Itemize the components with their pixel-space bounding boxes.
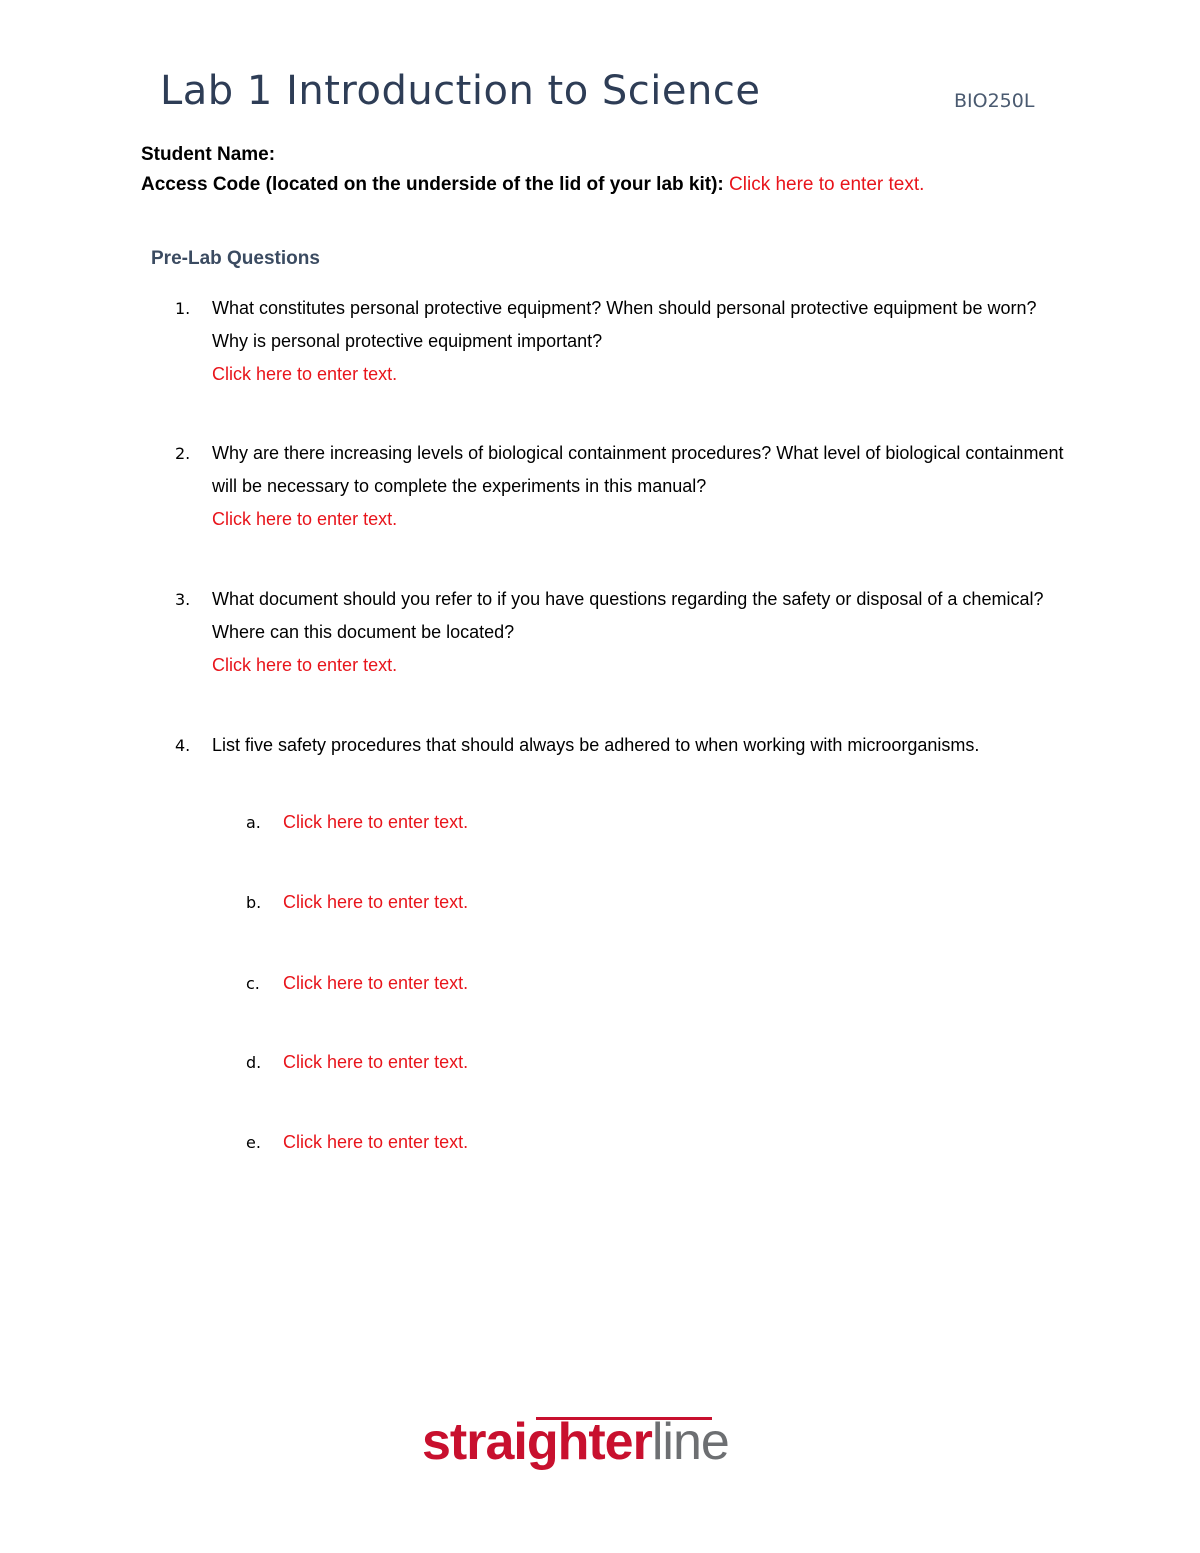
question-number: 1. bbox=[175, 299, 191, 318]
question-text: What document should you refer to if you have questions regarding the safety or disposal of a chemical? Where can this document be located? bbox=[212, 589, 1044, 642]
sub-answer-letter: c. bbox=[246, 974, 260, 993]
answer-field-2[interactable]: Click here to enter text. bbox=[212, 509, 398, 529]
answer-field-3[interactable]: Click here to enter text. bbox=[212, 655, 398, 675]
sub-answer-e bbox=[246, 1132, 468, 1153]
sub-answer-letter: a. bbox=[246, 813, 261, 832]
logo-part-line: line bbox=[651, 1413, 729, 1471]
question-text: Why are there increasing levels of biological containment procedures? What level of biological containment will be necessary to complete the experiments in this manual? bbox=[212, 443, 1064, 496]
prelab-heading: Pre-Lab Questions bbox=[151, 248, 320, 269]
question-number: 3. bbox=[175, 590, 191, 609]
sub-answer-field[interactable]: Click here to enter text. bbox=[283, 812, 469, 832]
logo-part-straighter: straighter bbox=[422, 1413, 652, 1471]
sub-answer-b bbox=[246, 892, 468, 913]
question-4 bbox=[175, 729, 1075, 762]
sub-answer-a bbox=[246, 812, 468, 833]
question-text: List five safety procedures that should always be adhered to when working with microorganisms. bbox=[212, 735, 980, 755]
sub-answer-d bbox=[246, 1052, 468, 1073]
question-2 bbox=[175, 437, 1065, 536]
sub-answer-field[interactable]: Click here to enter text. bbox=[283, 1132, 469, 1152]
question-3 bbox=[175, 583, 1065, 682]
sub-answer-field[interactable]: Click here to enter text. bbox=[283, 1052, 469, 1072]
sub-answer-field[interactable]: Click here to enter text. bbox=[283, 973, 469, 993]
sub-answer-letter: b. bbox=[246, 893, 262, 912]
question-1 bbox=[175, 292, 1065, 391]
access-code-label: Access Code (located on the underside of the lid of your lab kit): bbox=[141, 174, 724, 195]
question-text: What constitutes personal protective equipment? When should personal protective equipment be worn? Why is personal protective equipment important? bbox=[212, 298, 1037, 351]
access-code-row bbox=[141, 174, 924, 196]
sub-answer-letter: d. bbox=[246, 1053, 262, 1072]
course-code: BIO250L bbox=[954, 90, 1035, 112]
page-title: Lab 1 Introduction to Science bbox=[160, 68, 761, 114]
sub-answer-letter: e. bbox=[246, 1133, 261, 1152]
student-name-label: Student Name: bbox=[141, 144, 276, 165]
question-number: 2. bbox=[175, 444, 191, 463]
access-code-field[interactable]: Click here to enter text. bbox=[729, 174, 925, 195]
sub-answer-c bbox=[246, 973, 468, 994]
straighterline-logo bbox=[422, 1412, 729, 1472]
answer-field-1[interactable]: Click here to enter text. bbox=[212, 364, 398, 384]
sub-answer-field[interactable]: Click here to enter text. bbox=[283, 892, 469, 912]
question-number: 4. bbox=[175, 736, 191, 755]
